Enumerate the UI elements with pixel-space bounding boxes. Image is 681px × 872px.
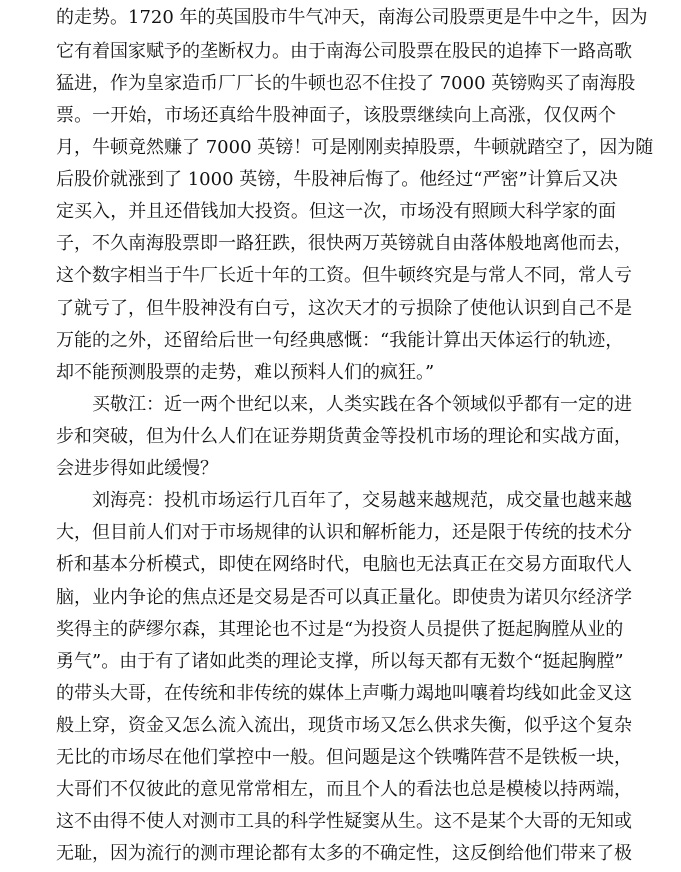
text-line: 定买入，并且还借钱加大投资。但这一次，市场没有照顾大科学家的面 (56, 201, 616, 222)
text-line: 万能的之外，还留给后世一句经典感慨：“我能计算出天体运行的轨迹， (56, 330, 624, 351)
text-line: 却不能预测股票的走势，难以预料人们的疯狂。” (56, 362, 435, 383)
text-line: 猛进，作为皇家造币厂厂长的牛顿也忍不住投了 7000 英镑购买了南海股 (56, 73, 636, 94)
text-line: 脑，业内争论的焦点还是交易是否可以真正量化。即使贵为诺贝尔经济学 (56, 587, 632, 608)
text-line: 会进步得如此缓慢？ (56, 458, 218, 479)
text-line: 票。一开始，市场还真给牛股神面子，该股票继续向上高涨，仅仅两个 (56, 105, 616, 126)
text-line: 子，不久南海股票即一路狂跌，很快两万英镑就自由落体般地离他而去， (56, 233, 632, 254)
text-line: 它有着国家赋予的垄断权力。由于南海公司股票在股民的追捧下一路高歌 (56, 41, 632, 62)
text-line: 般上穿，资金又怎么流入流出，现货市场又怎么供求失衡，似乎这个复杂 (56, 715, 632, 736)
text-line: 的走势。1720 年的英国股市牛气冲天，南海公司股票更是牛中之牛，因为 (56, 7, 648, 28)
text-line: 步和突破，但为什么人们在证券期货黄金等投机市场的理论和实战方面， (56, 426, 632, 447)
text-line: 月，牛顿竟然赚了 7000 英镑！可是刚刚卖掉股票，牛顿就踏空了，因为随 (56, 137, 654, 158)
text-line: 析和基本分析模式，即使在网络时代，电脑也无法真正在交易方面取代人 (56, 554, 632, 575)
text-line: 无耻，因为流行的测市理论都有太多的不确定性，这反倒给他们带来了极 (56, 843, 632, 864)
text-line: 的带头大哥，在传统和非传统的媒体上声嘶力竭地叫嚷着均线如此金叉这 (56, 683, 632, 704)
text-line: 这不由得不使人对测市工具的科学性疑窦从生。这不是某个大哥的无知或 (56, 811, 632, 832)
text-line: 无比的市场尽在他们掌控中一般。但问题是这个铁嘴阵营不是铁板一块， (56, 747, 632, 768)
text-line: 大哥们不仅彼此的意见常常相左，而且个人的看法也总是模棱以持两端， (56, 779, 632, 800)
text-line: 奖得主的萨缪尔森，其理论也不过是“为投资人员提供了挺起胸膛从业的 (56, 619, 624, 640)
text-line: 勇气”。由于有了诸如此类的理论支撑，所以每天都有无数个“挺起胸膛” (56, 651, 624, 672)
text-line: 了就亏了，但牛股神没有白亏，这次天才的亏损除了使他认识到自己不是 (56, 298, 632, 319)
text-line: 后股价就涨到了 1000 英镑，牛股神后悔了。他经过“严密”计算后又决 (56, 169, 618, 190)
text-line: 这个数字相当于牛厂长近十年的工资。但牛顿终究是与常人不同，常人亏 (56, 265, 632, 286)
text-line: 大，但目前人们对于市场规律的认识和解析能力，还是限于传统的技术分 (56, 522, 632, 543)
paragraph-first-line: 刘海亮：投机市场运行几百年了，交易越来越规范，成交量也越来越 (92, 490, 632, 511)
paragraph-first-line: 买敬江：近一两个世纪以来，人类实践在各个领域似乎都有一定的进 (92, 394, 632, 415)
